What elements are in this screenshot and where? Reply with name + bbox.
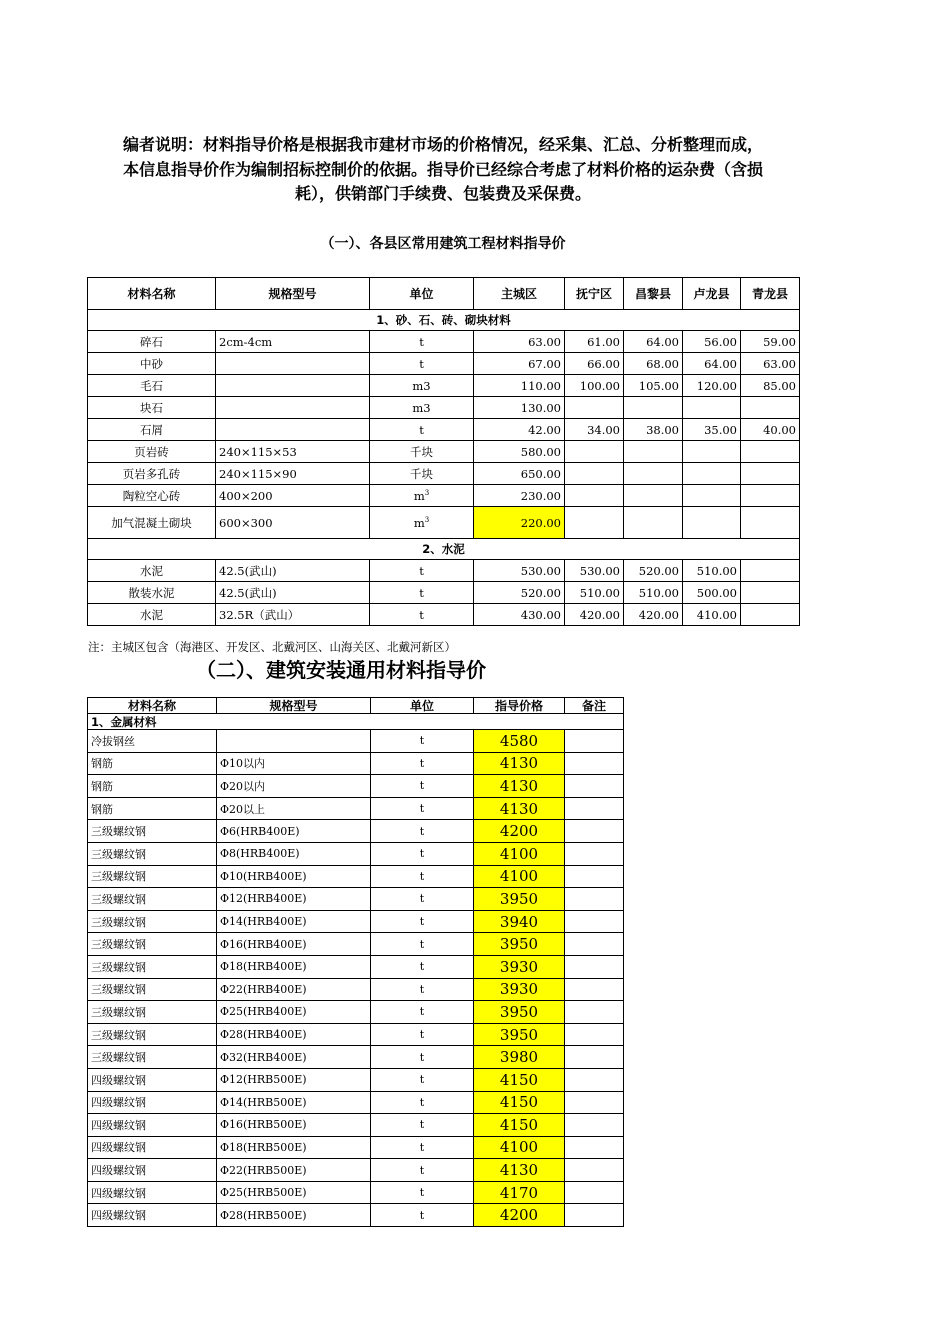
- table-cell: 三级螺纹钢: [88, 978, 217, 1001]
- table-cell: 碎石: [88, 331, 216, 353]
- table-cell: 千块: [370, 441, 474, 463]
- table-cell: [565, 1204, 624, 1227]
- table-cell: Φ12(HRB500E): [217, 1068, 371, 1091]
- table-cell: [741, 463, 800, 485]
- table-row: [88, 419, 800, 441]
- table-cell: t: [371, 1181, 474, 1204]
- table-row: [88, 463, 800, 485]
- table-cell: t: [371, 1159, 474, 1182]
- table-row: [88, 397, 800, 419]
- table-cell: 4150: [474, 1114, 565, 1137]
- table-cell: 34.00: [565, 419, 624, 441]
- table-cell: Φ16(HRB400E): [217, 933, 371, 956]
- table-header-row: [88, 698, 624, 714]
- editor-note-line: 本信息指导价作为编制招标控制价的依据。指导价已经综合考虑了材料价格的运杂费（含损: [122, 159, 763, 179]
- table-cell: [624, 397, 683, 419]
- unit-base: m: [413, 488, 425, 503]
- column-header: 规格型号: [217, 698, 371, 714]
- table-cell: [741, 441, 800, 463]
- table-row: [88, 978, 624, 1001]
- table-cell: Φ20以上: [217, 797, 371, 820]
- table-cell: [565, 1136, 624, 1159]
- table-cell: 42.00: [474, 419, 565, 441]
- table-cell: t: [371, 1068, 474, 1091]
- table-cell: 陶粒空心砖: [88, 485, 216, 507]
- table-cell: 59.00: [741, 331, 800, 353]
- table-cell: 510.00: [683, 560, 741, 582]
- table-cell: 520.00: [474, 582, 565, 604]
- table-cell: 61.00: [565, 331, 624, 353]
- table-cell: 4100: [474, 1136, 565, 1159]
- table-cell: 410.00: [683, 604, 741, 626]
- table-cell: t: [371, 1046, 474, 1069]
- table-row: [88, 507, 800, 539]
- table-cell: t: [371, 1001, 474, 1024]
- table-cell: [683, 397, 741, 419]
- table-cell: [565, 1001, 624, 1024]
- table-cell: t: [370, 604, 474, 626]
- category-row: [88, 539, 800, 560]
- table-cell: t: [371, 865, 474, 888]
- table-cell: t: [371, 1023, 474, 1046]
- table-row: [88, 955, 624, 978]
- table-cell: 3950: [474, 1001, 565, 1024]
- table-cell: 3950: [474, 1023, 565, 1046]
- table-cell: 510.00: [624, 582, 683, 604]
- table-cell: 三级螺纹钢: [88, 820, 217, 843]
- table-cell: 2cm-4cm: [216, 331, 370, 353]
- table-cell: [565, 933, 624, 956]
- table-cell: Φ22(HRB500E): [217, 1159, 371, 1182]
- table-cell: 230.00: [474, 485, 565, 507]
- table-cell: 四级螺纹钢: [88, 1204, 217, 1227]
- table-cell: [624, 485, 683, 507]
- column-header: 单位: [370, 278, 474, 310]
- table-cell: 420.00: [624, 604, 683, 626]
- table-cell: 520.00: [624, 560, 683, 582]
- table-cell: 三级螺纹钢: [88, 842, 217, 865]
- table-cell: [683, 463, 741, 485]
- table-cell: [741, 604, 800, 626]
- table-cell: 4150: [474, 1091, 565, 1114]
- table-row: [88, 1001, 624, 1024]
- table-cell: 页岩多孔砖: [88, 463, 216, 485]
- table-cell: 4100: [474, 842, 565, 865]
- category-label: 1、砂、石、砖、砌块材料: [88, 310, 800, 331]
- table-cell: 四级螺纹钢: [88, 1136, 217, 1159]
- table-cell: t: [371, 1091, 474, 1114]
- table-cell: 4130: [474, 752, 565, 775]
- table-cell: 三级螺纹钢: [88, 1046, 217, 1069]
- table-cell: [565, 1046, 624, 1069]
- category-row: [88, 714, 624, 730]
- table-cell: t: [371, 842, 474, 865]
- table-row: [88, 1091, 624, 1114]
- table-cell: [741, 485, 800, 507]
- column-header: 备注: [565, 698, 624, 714]
- table-cell: [565, 797, 624, 820]
- table-cell: [741, 397, 800, 419]
- table-cell: 63.00: [474, 331, 565, 353]
- table-cell: [683, 441, 741, 463]
- column-header: 规格型号: [216, 278, 370, 310]
- table-cell: 3950: [474, 933, 565, 956]
- table-cell: t: [371, 797, 474, 820]
- table-cell: 110.00: [474, 375, 565, 397]
- table-row: [88, 1114, 624, 1137]
- table-row: [88, 560, 800, 582]
- table-cell: Φ18(HRB500E): [217, 1136, 371, 1159]
- table-cell: 120.00: [683, 375, 741, 397]
- table-cell: 三级螺纹钢: [88, 955, 217, 978]
- table-cell: 水泥: [88, 604, 216, 626]
- table-row: [88, 842, 624, 865]
- table-cell: 400×200: [216, 485, 370, 507]
- table-cell: 3950: [474, 888, 565, 911]
- table-cell: 580.00: [474, 441, 565, 463]
- table-cell: 4130: [474, 1159, 565, 1182]
- table-cell: t: [371, 910, 474, 933]
- table-cell: t: [371, 888, 474, 911]
- table-cell: 四级螺纹钢: [88, 1114, 217, 1137]
- table-cell: 600×300: [216, 507, 370, 539]
- main-district-note: 注：主城区包含（海港区、开发区、北戴河区、山海关区、北戴河新区）: [88, 640, 456, 654]
- table-row: [88, 1159, 624, 1182]
- column-header: 材料名称: [88, 278, 216, 310]
- column-header: 青龙县: [741, 278, 800, 310]
- table-cell: 中砂: [88, 353, 216, 375]
- editor-note-line: 编者说明：材料指导价格是根据我市建材市场的价格情况，经采集、汇总、分析整理而成，: [122, 135, 763, 154]
- table-cell: Φ16(HRB500E): [217, 1114, 371, 1137]
- table-cell: 三级螺纹钢: [88, 865, 217, 888]
- table-cell: 4150: [474, 1068, 565, 1091]
- table-cell: 420.00: [565, 604, 624, 626]
- table-cell: [565, 730, 624, 753]
- column-header: 指导价格: [474, 698, 565, 714]
- table-cell: 240×115×90: [216, 463, 370, 485]
- table-cell: [565, 842, 624, 865]
- table-cell: Φ14(HRB500E): [217, 1091, 371, 1114]
- table-cell: t: [371, 978, 474, 1001]
- table-cell: t: [371, 775, 474, 798]
- table-cell: 56.00: [683, 331, 741, 353]
- table-cell: 4200: [474, 820, 565, 843]
- column-header: 单位: [371, 698, 474, 714]
- table-cell: Φ6(HRB400E): [217, 820, 371, 843]
- table-cell: 64.00: [624, 331, 683, 353]
- table-row: [88, 820, 624, 843]
- table-cell: t: [371, 1114, 474, 1137]
- category-row: [88, 310, 800, 331]
- table-cell: [565, 888, 624, 911]
- table-cell: 三级螺纹钢: [88, 1001, 217, 1024]
- table-cell: [216, 397, 370, 419]
- table-cell: 钢筋: [88, 775, 217, 798]
- table-cell: t: [370, 331, 474, 353]
- table-cell: 40.00: [741, 419, 800, 441]
- table-cell: [565, 1023, 624, 1046]
- county-price-table: [87, 277, 800, 626]
- table-cell: Φ28(HRB500E): [217, 1204, 371, 1227]
- table-cell: t: [371, 1136, 474, 1159]
- column-header: 卢龙县: [683, 278, 741, 310]
- table-cell: [216, 353, 370, 375]
- table-cell: 220.00: [474, 507, 565, 539]
- table-cell: Φ28(HRB400E): [217, 1023, 371, 1046]
- table-cell: [565, 441, 624, 463]
- table-cell: [565, 865, 624, 888]
- table-cell: 冷拔钢丝: [88, 730, 217, 753]
- table-row: [88, 604, 800, 626]
- table-row: [88, 582, 800, 604]
- table-cell: [565, 978, 624, 1001]
- table-cell: 68.00: [624, 353, 683, 375]
- table-row: [88, 933, 624, 956]
- table-row: [88, 353, 800, 375]
- table-cell: 38.00: [624, 419, 683, 441]
- table-cell: [683, 485, 741, 507]
- table-cell: 千块: [370, 463, 474, 485]
- table-cell: 三级螺纹钢: [88, 910, 217, 933]
- table-cell: 35.00: [683, 419, 741, 441]
- table-cell: Φ25(HRB400E): [217, 1001, 371, 1024]
- table-row: [88, 888, 624, 911]
- table-cell: t: [371, 730, 474, 753]
- table-cell: 块石: [88, 397, 216, 419]
- table-cell: [217, 730, 371, 753]
- category-label: 1、金属材料: [88, 714, 624, 730]
- table-cell: t: [371, 820, 474, 843]
- table-row: [88, 797, 624, 820]
- table-cell: 4130: [474, 775, 565, 798]
- table-cell: 四级螺纹钢: [88, 1091, 217, 1114]
- table-cell: [565, 1181, 624, 1204]
- table-cell: 水泥: [88, 560, 216, 582]
- column-header: 主城区: [474, 278, 565, 310]
- table-row: [88, 865, 624, 888]
- table-cell: [565, 910, 624, 933]
- table-cell: 钢筋: [88, 797, 217, 820]
- table-header-row: [88, 278, 800, 310]
- table-cell: [565, 485, 624, 507]
- table-cell: t: [370, 560, 474, 582]
- table-cell: [565, 955, 624, 978]
- table-cell: 3930: [474, 955, 565, 978]
- unit-base: m: [413, 515, 425, 530]
- table-cell: [565, 1068, 624, 1091]
- table-cell: 三级螺纹钢: [88, 888, 217, 911]
- table-cell: 石屑: [88, 419, 216, 441]
- table-cell: m3: [370, 397, 474, 419]
- table-cell: 510.00: [565, 582, 624, 604]
- table-cell: 三级螺纹钢: [88, 1023, 217, 1046]
- table-cell: [565, 752, 624, 775]
- table-row: [88, 910, 624, 933]
- table-cell: Φ18(HRB400E): [217, 955, 371, 978]
- table-cell: 3940: [474, 910, 565, 933]
- table-cell: m3: [370, 375, 474, 397]
- unit-exponent: 3: [424, 515, 430, 524]
- table-cell: [565, 1114, 624, 1137]
- table-cell: 四级螺纹钢: [88, 1068, 217, 1091]
- table-cell: 4200: [474, 1204, 565, 1227]
- table-cell: [565, 775, 624, 798]
- table-cell: 42.5(武山): [216, 560, 370, 582]
- table-cell: [565, 397, 624, 419]
- table-cell: 650.00: [474, 463, 565, 485]
- table-cell: 四级螺纹钢: [88, 1181, 217, 1204]
- table-cell: [624, 507, 683, 539]
- category-label: 2、水泥: [88, 539, 800, 560]
- table-cell: 3930: [474, 978, 565, 1001]
- table-cell: t: [371, 955, 474, 978]
- editor-note-line: 耗），供销部门手续费、包装费及采保费。: [294, 184, 591, 203]
- table-cell: t: [371, 752, 474, 775]
- table-cell: 63.00: [741, 353, 800, 375]
- general-material-price-table: [87, 697, 624, 1227]
- table-row: [88, 730, 624, 753]
- table-cell: Φ12(HRB400E): [217, 888, 371, 911]
- section1-title: （一）、各县区常用建筑工程材料指导价: [320, 236, 566, 252]
- table-cell: 530.00: [474, 560, 565, 582]
- table-cell: t: [371, 933, 474, 956]
- table-row: [88, 1204, 624, 1227]
- table-cell: 32.5R（武山）: [216, 604, 370, 626]
- table-row: [88, 1023, 624, 1046]
- table-row: [88, 752, 624, 775]
- table-row: [88, 485, 800, 507]
- table-cell: [370, 485, 474, 507]
- table-cell: [741, 582, 800, 604]
- table-row: [88, 1136, 624, 1159]
- table-cell: t: [370, 353, 474, 375]
- table-cell: 85.00: [741, 375, 800, 397]
- table-cell: 500.00: [683, 582, 741, 604]
- table-cell: 42.5(武山): [216, 582, 370, 604]
- table-cell: Φ22(HRB400E): [217, 978, 371, 1001]
- table-cell: Φ10(HRB400E): [217, 865, 371, 888]
- table-cell: [624, 463, 683, 485]
- section2-title: （二）、建筑安装通用材料指导价: [196, 658, 486, 682]
- table-cell: Φ8(HRB400E): [217, 842, 371, 865]
- table-cell: 4580: [474, 730, 565, 753]
- table-cell: 4170: [474, 1181, 565, 1204]
- table-row: [88, 331, 800, 353]
- table-cell: 105.00: [624, 375, 683, 397]
- table-cell: 三级螺纹钢: [88, 933, 217, 956]
- table-cell: [565, 507, 624, 539]
- column-header: 抚宁区: [565, 278, 624, 310]
- table-cell: [216, 419, 370, 441]
- table-cell: [683, 507, 741, 539]
- table-cell: [565, 463, 624, 485]
- table-cell: Φ10以内: [217, 752, 371, 775]
- table-cell: 散装水泥: [88, 582, 216, 604]
- table-cell: 66.00: [565, 353, 624, 375]
- table-cell: t: [371, 1204, 474, 1227]
- table-row: [88, 1068, 624, 1091]
- table-cell: 240×115×53: [216, 441, 370, 463]
- table-row: [88, 1181, 624, 1204]
- table-cell: 四级螺纹钢: [88, 1159, 217, 1182]
- table-cell: 4130: [474, 797, 565, 820]
- table-cell: 130.00: [474, 397, 565, 419]
- table-cell: Φ32(HRB400E): [217, 1046, 371, 1069]
- table-cell: [565, 1159, 624, 1182]
- table-cell: [565, 820, 624, 843]
- table-cell: 67.00: [474, 353, 565, 375]
- table-row: [88, 441, 800, 463]
- table-cell: [216, 375, 370, 397]
- table-cell: 530.00: [565, 560, 624, 582]
- table-cell: [741, 560, 800, 582]
- table-cell: t: [370, 582, 474, 604]
- editor-note: [88, 133, 798, 207]
- column-header: 材料名称: [88, 698, 217, 714]
- table-cell: Φ14(HRB400E): [217, 910, 371, 933]
- table-cell: 页岩砖: [88, 441, 216, 463]
- unit-exponent: 3: [424, 488, 430, 497]
- table-cell: 3980: [474, 1046, 565, 1069]
- table-cell: 64.00: [683, 353, 741, 375]
- table-cell: [565, 1091, 624, 1114]
- table-cell: Φ20以内: [217, 775, 371, 798]
- table-cell: Φ25(HRB500E): [217, 1181, 371, 1204]
- table-cell: 毛石: [88, 375, 216, 397]
- table-cell: 4100: [474, 865, 565, 888]
- table-cell: t: [370, 419, 474, 441]
- table-row: [88, 375, 800, 397]
- table-cell: [741, 507, 800, 539]
- table-row: [88, 1046, 624, 1069]
- table-cell: [370, 507, 474, 539]
- table-cell: 100.00: [565, 375, 624, 397]
- table-cell: 430.00: [474, 604, 565, 626]
- table-cell: [624, 441, 683, 463]
- table-row: [88, 775, 624, 798]
- column-header: 昌黎县: [624, 278, 683, 310]
- table-cell: 钢筋: [88, 752, 217, 775]
- table-cell: 加气混凝土砌块: [88, 507, 216, 539]
